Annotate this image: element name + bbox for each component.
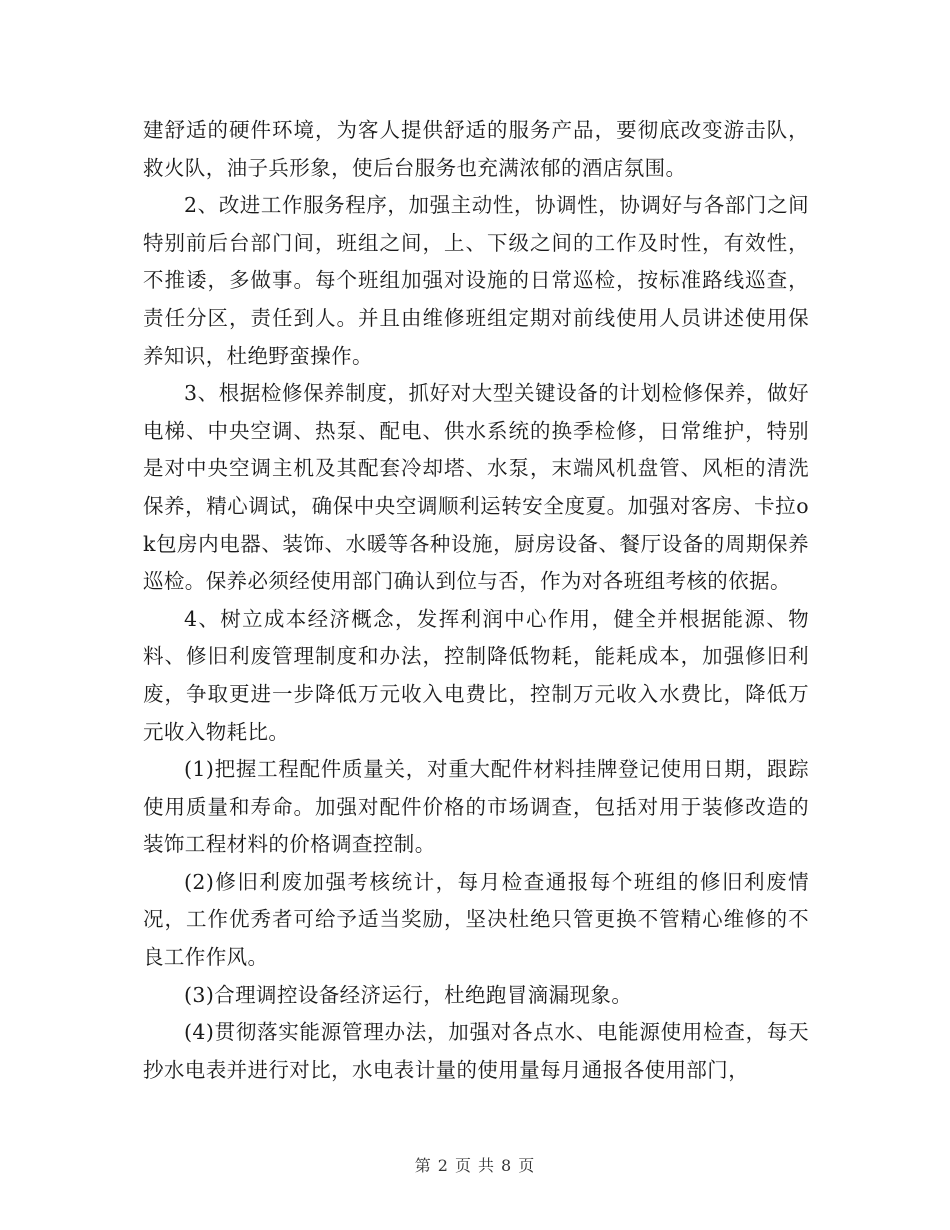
page-current-number: 2 (437, 1156, 449, 1175)
page-label-suffix: 页 (518, 1156, 536, 1175)
paragraph-item-2: 2、改进工作服务程序，加强主动性，协调性，协调好与各部门之间特别前后台部门间，班组之间，上、下级之间的工作及时性，有效性，不推诿，多做事。每个班组加强对设施的日常巡检，按标准路线巡查，责任分区，责任到人。并且由维修班组定期对前线使用人员讲述使用保养知识，杜绝野蛮操作。 (143, 193, 809, 368)
page-label-prefix: 第 (414, 1156, 432, 1175)
paragraph-continuation: 建舒适的硬件环境，为客人提供舒适的服务产品，要彻底改变游击队，救火队，油子兵形象，使后台服务也充满浓郁的酒店氛围。 (143, 118, 809, 180)
paragraph-subitem-3: (3)合理调控设备经济运行，杜绝跑冒滴漏现象。 (184, 982, 633, 1007)
document-body (143, 112, 809, 1089)
page-footer (0, 1153, 950, 1176)
paragraph-subitem-4: (4)贯彻落实能源管理办法，加强对各点水、电能源使用检查，每天抄水电表并进行对比，水电表计量的使用量每月通报各使用部门， (143, 1020, 809, 1082)
paragraph-subitem-1: (1)把握工程配件质量关，对重大配件材料挂牌登记使用日期，跟踪使用质量和寿命。加强对配件价格的市场调查，包括对用于装修改造的装饰工程材料的价格调查控制。 (143, 757, 809, 857)
page-total-number: 8 (501, 1156, 513, 1175)
page-label-mid: 页 共 (454, 1156, 496, 1175)
paragraph-item-3: 3、根据检修保养制度，抓好对大型关键设备的计划检修保养，做好电梯、中央空调、热泵、配电、供水系统的换季检修，日常维护，特别是对中央空调主机及其配套冷却塔、水泵，末端风机盘管、风柜的清洗保养，精心调试，确保中央空调顺利运转安全度夏。加强对客房、卡拉ok包房内电器、装饰、水暖等各种设施，厨房设备、餐厅设备的周期保养巡检。保养必须经使用部门确认到位与否，作为对各班组考核的依据。 (143, 381, 809, 594)
paragraph-subitem-2: (2)修旧利废加强考核统计，每月检查通报每个班组的修旧利废情况，工作优秀者可给予适当奖励，坚决杜绝只管更换不管精心维修的不良工作作风。 (143, 869, 809, 970)
paragraph-item-4: 4、树立成本经济概念，发挥利润中心作用，健全并根据能源、物料、修旧利废管理制度和办法，控制降低物耗，能耗成本，加强修旧利废，争取更进一步降低万元收入电费比，控制万元收入水费比，降低万元收入物耗比。 (143, 606, 809, 744)
